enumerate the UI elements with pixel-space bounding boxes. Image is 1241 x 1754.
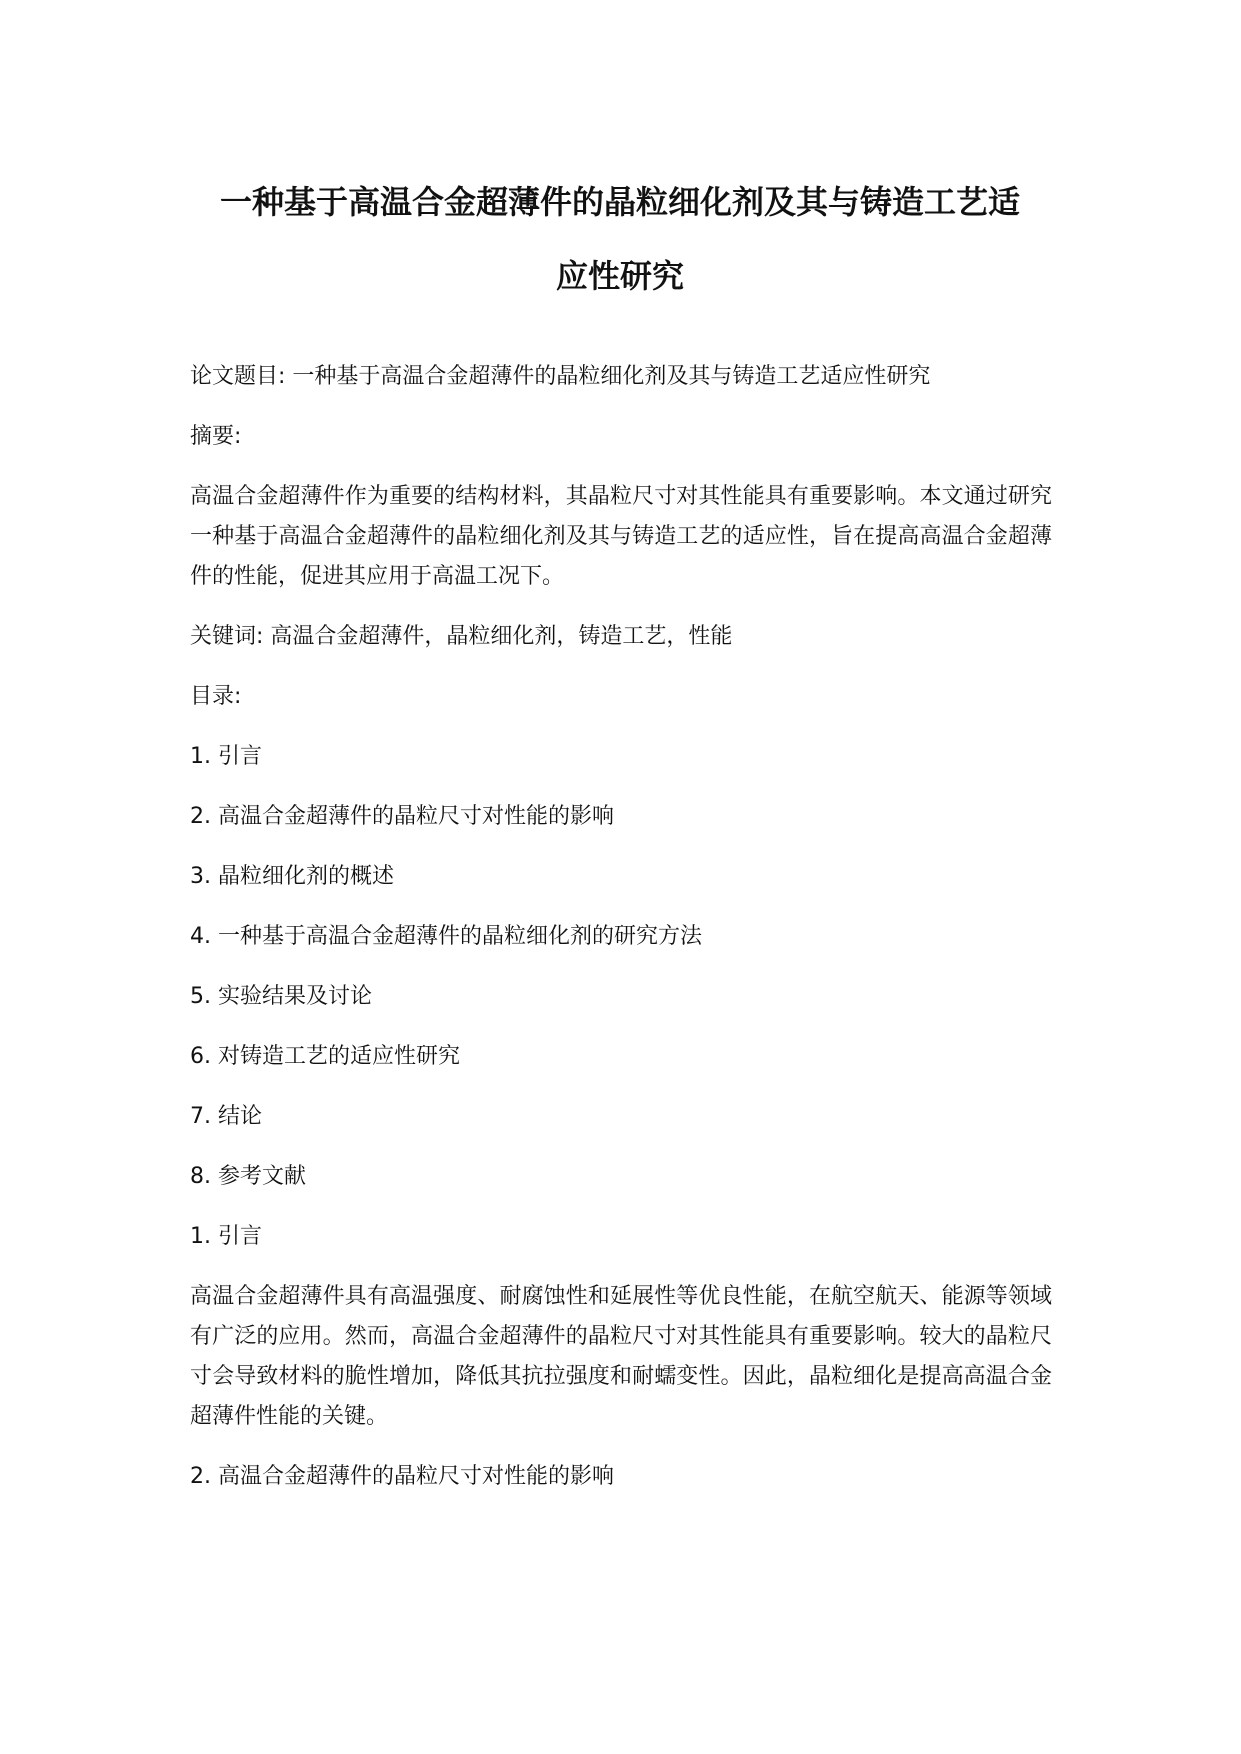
toc-item: 6. 对铸造工艺的适应性研究 xyxy=(190,1044,460,1069)
title-line-1: 一种基于高温合金超薄件的晶粒细化剂及其与铸造工艺适 xyxy=(219,183,1020,221)
document-title xyxy=(185,165,1055,313)
toc-item: 3. 晶粒细化剂的概述 xyxy=(190,864,394,889)
section-2-heading: 2. 高温合金超薄件的晶粒尺寸对性能的影响 xyxy=(190,1464,614,1489)
abstract-text: 高温合金超薄件作为重要的结构材料，其晶粒尺寸对其性能具有重要影响。本文通过研究一种基于高温合金超薄件的晶粒细化剂及其与铸造工艺的适应性，旨在提高高温合金超薄件的性能，促进其应用于高温工况下。 xyxy=(190,484,1052,589)
paper-title-line: 论文题目: 一种基于高温合金超薄件的晶粒细化剂及其与铸造工艺适应性研究 xyxy=(190,364,931,389)
toc-item: 2. 高温合金超薄件的晶粒尺寸对性能的影响 xyxy=(190,804,614,829)
toc-item: 4. 一种基于高温合金超薄件的晶粒细化剂的研究方法 xyxy=(190,924,702,949)
keywords-line: 关键词: 高温合金超薄件，晶粒细化剂，铸造工艺，性能 xyxy=(190,624,733,649)
toc-item: 7. 结论 xyxy=(190,1104,262,1129)
table-of-contents xyxy=(190,737,1052,1197)
toc-item: 5. 实验结果及讨论 xyxy=(190,984,372,1009)
toc-item: 1. 引言 xyxy=(190,744,262,769)
abstract-heading: 摘要: xyxy=(190,424,242,449)
document-body xyxy=(190,357,1052,1517)
section-1-heading: 1. 引言 xyxy=(190,1224,262,1249)
toc-item: 8. 参考文献 xyxy=(190,1164,306,1189)
toc-heading: 目录: xyxy=(190,684,242,709)
title-line-2: 应性研究 xyxy=(555,257,684,295)
section-1-text: 高温合金超薄件具有高温强度、耐腐蚀性和延展性等优良性能，在航空航天、能源等领域有广泛的应用。然而，高温合金超薄件的晶粒尺寸对其性能具有重要影响。较大的晶粒尺寸会导致材料的脆性增加，降低其抗拉强度和耐蠕变性。因此，晶粒细化是提高高温合金超薄件性能的关键。 xyxy=(190,1284,1052,1429)
